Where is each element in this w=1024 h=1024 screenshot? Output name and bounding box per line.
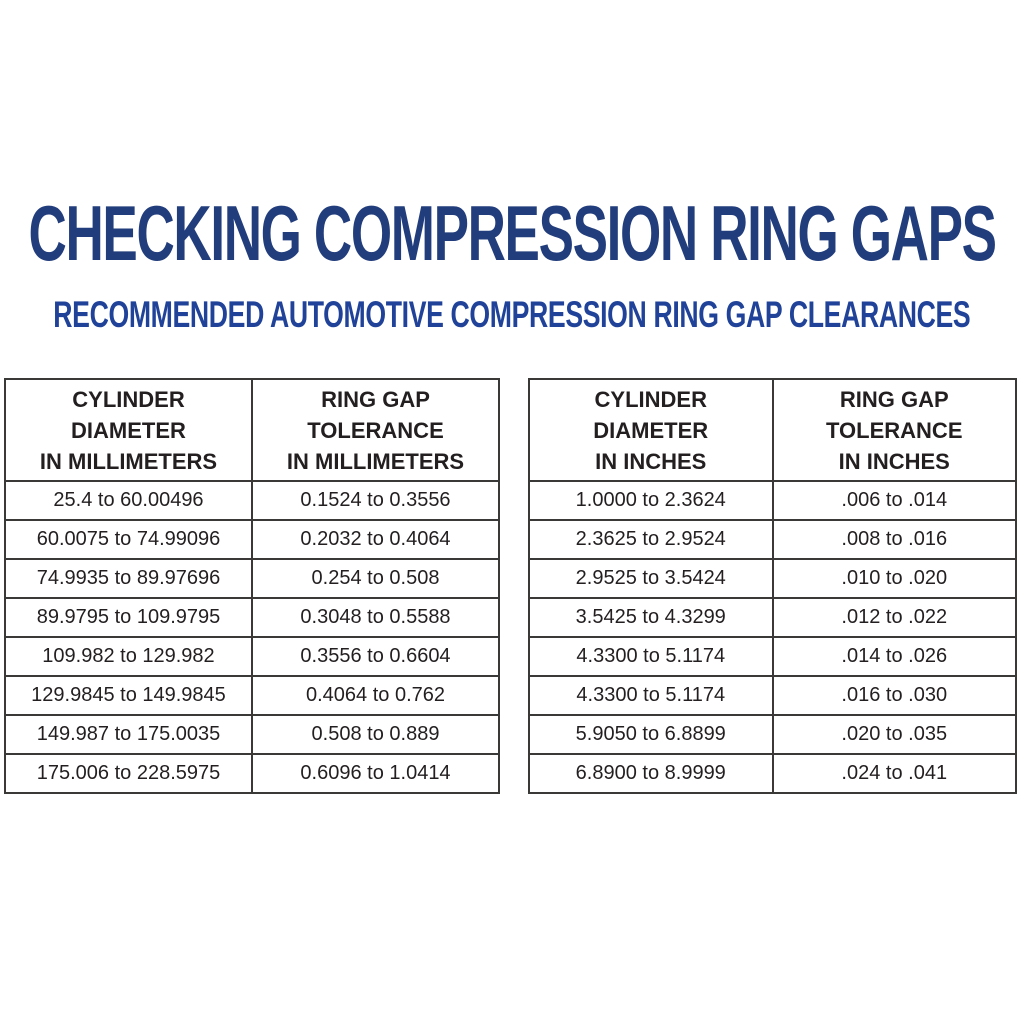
table-row <box>529 754 1016 793</box>
table-row <box>5 598 499 637</box>
table-cell: 0.508 to 0.889 <box>252 715 499 754</box>
table-cell: 2.9525 to 3.5424 <box>529 559 773 598</box>
table-cell: 4.3300 to 5.1174 <box>529 676 773 715</box>
table-cell: .020 to .035 <box>773 715 1017 754</box>
table-cell: 149.987 to 175.0035 <box>5 715 252 754</box>
table-row <box>529 481 1016 520</box>
table-row <box>529 559 1016 598</box>
table-cell: .012 to .022 <box>773 598 1017 637</box>
table-row <box>5 715 499 754</box>
col-header-cylinder-diameter-in <box>529 379 773 481</box>
table-row <box>529 598 1016 637</box>
table-row <box>529 715 1016 754</box>
table-cell: 5.9050 to 6.8899 <box>529 715 773 754</box>
table-cell: .010 to .020 <box>773 559 1017 598</box>
header-line: IN INCHES <box>838 448 950 474</box>
table-cell: .024 to .041 <box>773 754 1017 793</box>
header-line: CYLINDER <box>72 386 185 412</box>
table-cell: .014 to .026 <box>773 637 1017 676</box>
table-row <box>529 637 1016 676</box>
header-row <box>529 379 1016 481</box>
table-row <box>529 676 1016 715</box>
table-cell: 2.3625 to 2.9524 <box>529 520 773 559</box>
table-row <box>529 520 1016 559</box>
table-cell: 25.4 to 60.00496 <box>5 481 252 520</box>
col-header-ring-gap-tolerance-in <box>773 379 1017 481</box>
table-cell: 0.3048 to 0.5588 <box>252 598 499 637</box>
table-row <box>5 481 499 520</box>
table-cell: 129.9845 to 149.9845 <box>5 676 252 715</box>
header-line: IN MILLIMETERS <box>286 448 465 474</box>
table-row <box>5 754 499 793</box>
table-cell: 1.0000 to 2.3624 <box>529 481 773 520</box>
table-cell: 89.9795 to 109.9795 <box>5 598 252 637</box>
header-line: TOLERANCE <box>307 417 444 443</box>
table-cell: 0.3556 to 0.6604 <box>252 637 499 676</box>
header-line: TOLERANCE <box>826 417 963 443</box>
table-cell: .006 to .014 <box>773 481 1017 520</box>
table-cell: 4.3300 to 5.1174 <box>529 637 773 676</box>
tables-container <box>4 378 1017 794</box>
table-cell: .008 to .016 <box>773 520 1017 559</box>
header-line: CYLINDER <box>594 386 707 412</box>
page-subtitle: RECOMMENDED AUTOMOTIVE COMPRESSION RING GAP CLEARANCES <box>53 293 971 335</box>
header-line: DIAMETER <box>593 417 709 443</box>
inches-table-body <box>529 481 1016 793</box>
table-row <box>5 637 499 676</box>
header-line: RING GAP <box>839 386 949 412</box>
table-cell: 6.8900 to 8.9999 <box>529 754 773 793</box>
table-row <box>5 559 499 598</box>
table-row <box>5 520 499 559</box>
table-cell: 109.982 to 129.982 <box>5 637 252 676</box>
inches-table-header <box>529 379 1016 481</box>
page-subtitle-wrap <box>0 293 1024 335</box>
inches-table <box>528 378 1017 794</box>
header-line: IN MILLIMETERS <box>39 448 218 474</box>
table-cell: 0.4064 to 0.762 <box>252 676 499 715</box>
table-cell: .016 to .030 <box>773 676 1017 715</box>
table-cell: 175.006 to 228.5975 <box>5 754 252 793</box>
header-line: DIAMETER <box>71 417 186 443</box>
table-cell: 0.6096 to 1.0414 <box>252 754 499 793</box>
col-header-ring-gap-tolerance-mm <box>252 379 499 481</box>
table-cell: 0.254 to 0.508 <box>252 559 499 598</box>
col-header-cylinder-diameter-mm <box>5 379 252 481</box>
millimeters-table-header <box>5 379 499 481</box>
table-cell: 60.0075 to 74.99096 <box>5 520 252 559</box>
header-line: RING GAP <box>321 386 430 412</box>
table-cell: 0.2032 to 0.4064 <box>252 520 499 559</box>
millimeters-table-body <box>5 481 499 793</box>
table-cell: 74.9935 to 89.97696 <box>5 559 252 598</box>
millimeters-table <box>4 378 500 794</box>
table-cell: 3.5425 to 4.3299 <box>529 598 773 637</box>
page-title: CHECKING COMPRESSION RING GAPS <box>28 189 996 277</box>
page-title-wrap <box>0 189 1024 277</box>
table-cell: 0.1524 to 0.3556 <box>252 481 499 520</box>
header-line: IN INCHES <box>595 448 707 474</box>
table-row <box>5 676 499 715</box>
header-row <box>5 379 499 481</box>
